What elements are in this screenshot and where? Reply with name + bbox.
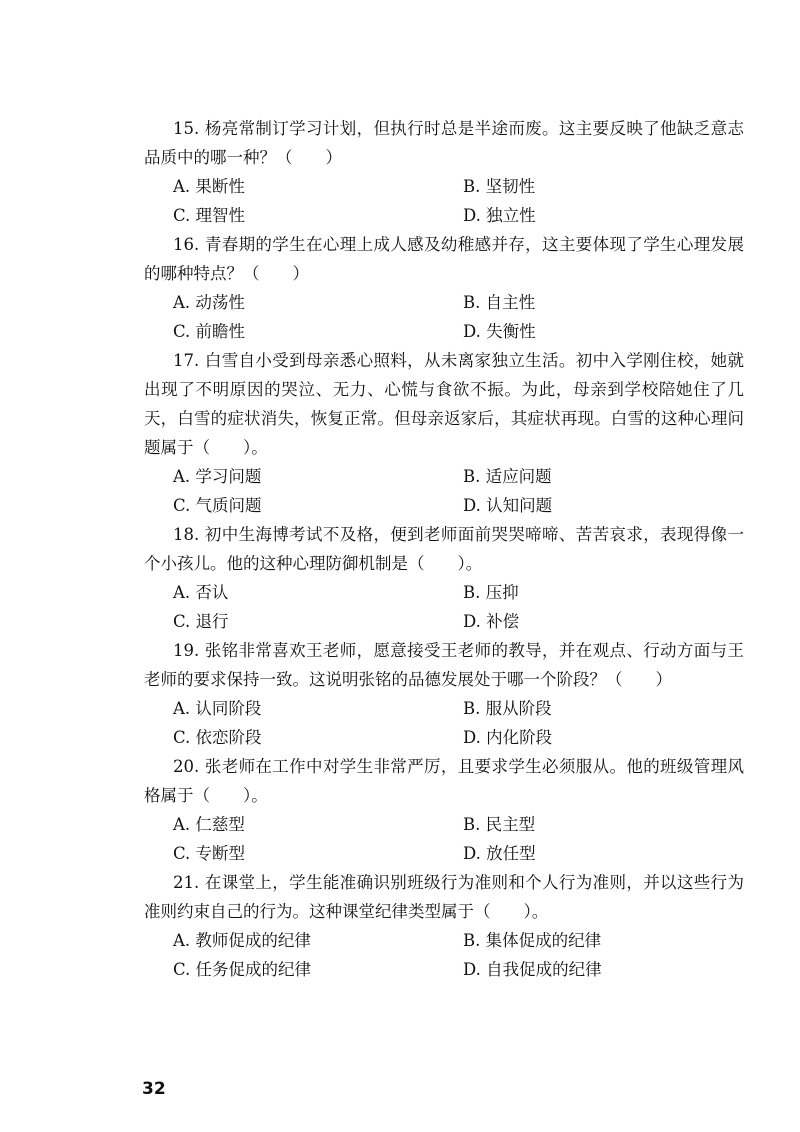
- option-d: D. 独立性: [463, 206, 536, 225]
- question-stem: 15. 杨亮常制订学习计划，但执行时总是半途而废。这主要反映了他缺乏意志品质中的哪一种？（ ）: [144, 119, 744, 167]
- option-b: B. 自主性: [463, 293, 536, 312]
- option-c: C. 依恋阶段: [173, 728, 262, 747]
- option-d: D. 失衡性: [463, 322, 536, 341]
- option-d: D. 内化阶段: [463, 728, 553, 747]
- option-c: C. 任务促成的纪律: [173, 960, 312, 979]
- question-21: [144, 868, 744, 984]
- option-c: C. 理智性: [173, 206, 246, 225]
- question-stem: 18. 初中生海博考试不及格，便到老师面前哭哭啼啼、苦苦哀求，表现得像一个小孩儿。他的这种心理防御机制是（ ）。: [144, 525, 744, 573]
- option-b: B. 集体促成的纪律: [463, 931, 602, 950]
- option-a: A. 仁慈型: [173, 815, 245, 834]
- option-d: D. 放任型: [463, 844, 536, 863]
- option-c: C. 退行: [173, 612, 229, 631]
- option-a: A. 教师促成的纪律: [173, 931, 311, 950]
- option-grid: [173, 288, 744, 346]
- question-20: [144, 752, 744, 868]
- option-grid: [173, 810, 744, 868]
- question-15: [144, 114, 744, 230]
- question-stem: 17. 白雪自小受到母亲悉心照料，从未离家独立生活。初中入学刚住校，她就出现了不明原因的哭泣、无力、心慌与食欲不振。为此，母亲到学校陪她住了几天，白雪的症状消失，恢复正常。但母亲返家后，其症状再现。白雪的这种心理问题属于（ ）。: [144, 351, 744, 457]
- option-b: B. 适应问题: [463, 467, 552, 486]
- option-c: C. 气质问题: [173, 496, 262, 515]
- option-d: D. 补偿: [463, 612, 520, 631]
- question-stem: 16. 青春期的学生在心理上成人感及幼稚感并存，这主要体现了学生心理发展的哪种特点？（ ）: [144, 235, 744, 283]
- question-stem: 21. 在课堂上，学生能准确识别班级行为准则和个人行为准则，并以这些行为准则约束自己的行为。这种课堂纪律类型属于（ ）。: [144, 873, 744, 921]
- question-list: [144, 114, 744, 984]
- option-d: D. 认知问题: [463, 496, 553, 515]
- option-a: A. 否认: [173, 583, 229, 602]
- question-17: [144, 346, 744, 520]
- question-19: [144, 636, 744, 752]
- option-a: A. 认同阶段: [173, 699, 262, 718]
- option-grid: [173, 172, 744, 230]
- option-a: A. 动荡性: [173, 293, 245, 312]
- question-18: [144, 520, 744, 636]
- option-grid: [173, 578, 744, 636]
- option-grid: [173, 462, 744, 520]
- page-number: 32: [142, 1079, 166, 1099]
- option-b: B. 服从阶段: [463, 699, 552, 718]
- question-stem: 19. 张铭非常喜欢王老师，愿意接受王老师的教导，并在观点、行动方面与王老师的要求保持一致。这说明张铭的品德发展处于哪一个阶段？（ ）: [144, 641, 744, 689]
- option-b: B. 民主型: [463, 815, 536, 834]
- option-c: C. 前瞻性: [173, 322, 246, 341]
- question-stem: 20. 张老师在工作中对学生非常严厉，且要求学生必须服从。他的班级管理风格属于（ ）。: [144, 757, 744, 805]
- option-b: B. 压抑: [463, 583, 519, 602]
- option-b: B. 坚韧性: [463, 177, 536, 196]
- option-grid: [173, 694, 744, 752]
- option-a: A. 果断性: [173, 177, 245, 196]
- option-grid: [173, 926, 744, 984]
- option-d: D. 自我促成的纪律: [463, 960, 602, 979]
- option-a: A. 学习问题: [173, 467, 262, 486]
- question-16: [144, 230, 744, 346]
- option-c: C. 专断型: [173, 844, 246, 863]
